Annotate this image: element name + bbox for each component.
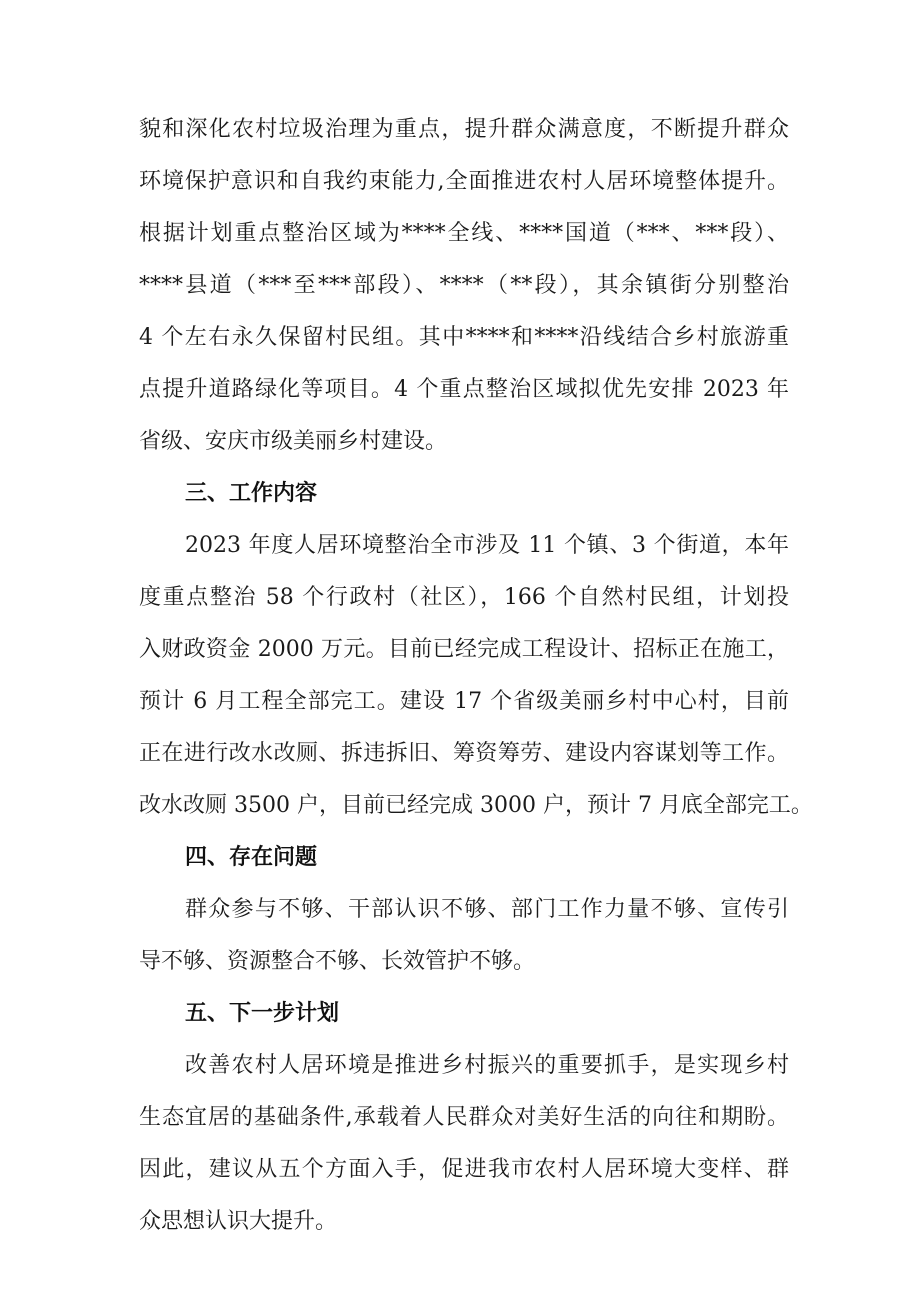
paragraph-line: ****县道（***至***部段）、****（**段），其余镇街分别整治 <box>139 273 789 298</box>
paragraph-line: 入财政资金 2000 万元。目前已经完成工程设计、招标正在施工， <box>139 637 789 662</box>
paragraph-line: 度重点整治 58 个行政村（社区），166 个自然村民组，计划投 <box>139 585 789 610</box>
section-heading-next-plan: 五、下一步计划 <box>185 1001 340 1026</box>
paragraph-line: 4 个左右永久保留村民组。其中****和****沿线结合乡村旅游重 <box>139 325 789 350</box>
paragraph-line: 众思想认识大提升。 <box>139 1209 338 1234</box>
paragraph-line: 改水改厕 3500 户，目前已经完成 3000 户，预计 7 月底全部完工。 <box>139 793 813 818</box>
paragraph-line: 正在进行改水改厕、拆违拆旧、筹资筹劳、建设内容谋划等工作。 <box>139 741 789 766</box>
paragraph-line: 省级、安庆市级美丽乡村建设。 <box>139 429 448 454</box>
paragraph-line: 改善农村人居环境是推进乡村振兴的重要抓手，是实现乡村 <box>185 1053 789 1078</box>
paragraph-line: 环境保护意识和自我约束能力,全面推进农村人居环境整体提升。 <box>139 169 789 194</box>
document-body <box>139 104 813 1248</box>
paragraph-line: 因此，建议从五个方面入手，促进我市农村人居环境大变样、群 <box>139 1157 789 1182</box>
paragraph-line: 群众参与不够、干部认识不够、部门工作力量不够、宣传引 <box>185 897 789 922</box>
paragraph-line: 导不够、资源整合不够、长效管护不够。 <box>139 949 536 974</box>
paragraph-line: 貌和深化农村垃圾治理为重点，提升群众满意度，不断提升群众 <box>139 117 789 142</box>
section-heading-problems: 四、存在问题 <box>185 845 318 870</box>
paragraph-line: 2023 年度人居环境整治全市涉及 11 个镇、3 个街道，本年 <box>185 533 789 558</box>
section-heading-work-content: 三、工作内容 <box>185 481 318 506</box>
paragraph-line: 预计 6 月工程全部完工。建设 17 个省级美丽乡村中心村，目前 <box>139 689 789 714</box>
paragraph-line: 生态宜居的基础条件,承载着人民群众对美好生活的向往和期盼。 <box>139 1105 789 1130</box>
paragraph-line: 点提升道路绿化等项目。4 个重点整治区域拟优先安排 2023 年 <box>139 377 789 402</box>
paragraph-line: 根据计划重点整治区域为****全线、****国道（***、***段）、 <box>139 221 789 246</box>
